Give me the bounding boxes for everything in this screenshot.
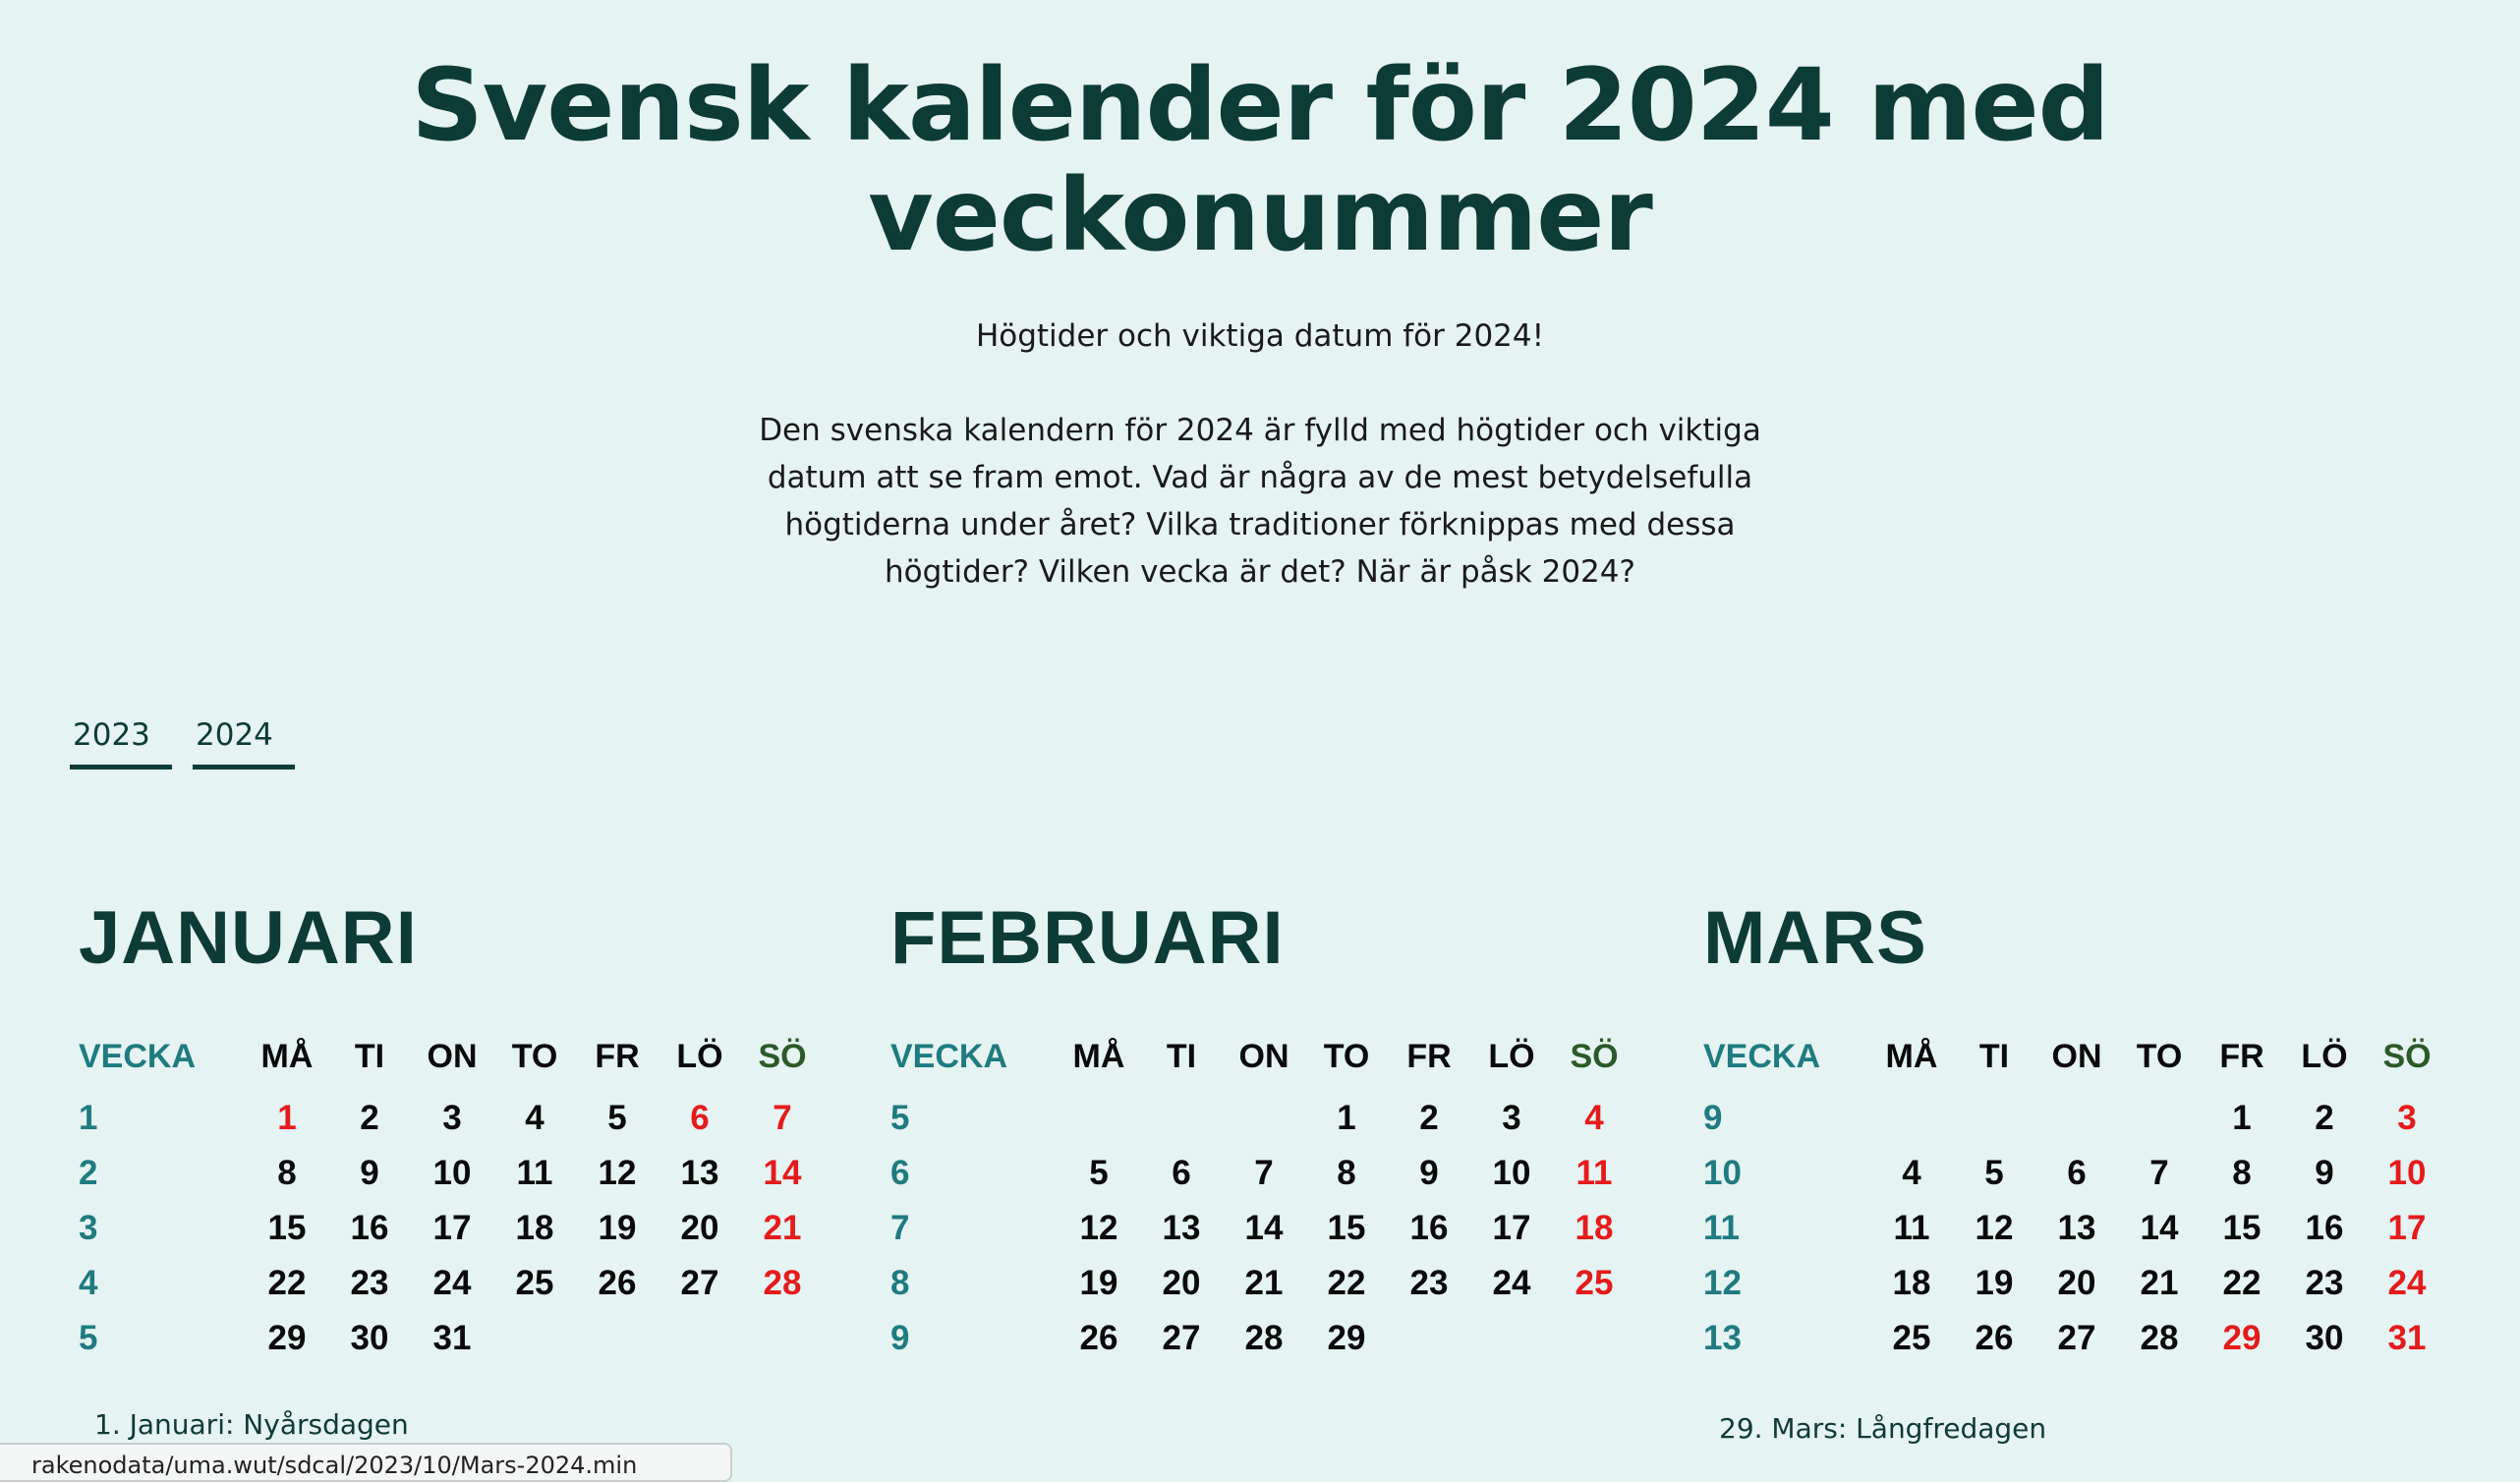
week-row [79, 1256, 824, 1311]
year-tab-label: 2024 [196, 717, 273, 753]
week-row [79, 1201, 824, 1256]
day-cell: 10 [432, 1154, 472, 1192]
day-cell: 31 [2387, 1319, 2427, 1357]
week-row [1703, 1091, 2448, 1146]
empty-day-cell [1470, 1311, 1553, 1366]
calendar-body [79, 1091, 824, 1366]
week-column-header: VECKA [890, 1037, 1008, 1075]
day-cell: 20 [2057, 1264, 2096, 1302]
day-cell: 11 [516, 1154, 553, 1192]
day-cell: 23 [2305, 1264, 2344, 1302]
week-row [1703, 1146, 2448, 1201]
day-cell: 13 [1162, 1209, 1201, 1247]
day-cell: 16 [350, 1209, 389, 1247]
intro-paragraph: Den svenska kalendern för 2024 är fylld med högtider och viktiga datum att se fram emot. Vad är några av de mest betydelsefulla högtiderna under året? Vilka traditioner förknippas med dessa högtider? Vilken vecka är det? När är påsk 2024? [759, 413, 1761, 590]
empty-day-cell [659, 1311, 741, 1366]
day-cell: 20 [680, 1209, 719, 1247]
day-cell: 22 [2222, 1264, 2262, 1302]
day-cell: 11 [1575, 1154, 1613, 1192]
day-cell: 2 [2315, 1099, 2334, 1137]
holiday-item: 1. Januari: Nyårsdagen [94, 1408, 409, 1441]
day-cell: 9 [2315, 1154, 2334, 1192]
calendar-table [1703, 1022, 2448, 1366]
calendar-body [890, 1091, 1635, 1366]
day-cell: 18 [1892, 1264, 1931, 1302]
month-calendar-februari [890, 894, 1657, 1366]
day-cell: 7 [773, 1099, 792, 1137]
weekday-header: TI [1978, 1037, 2010, 1075]
day-cell: 17 [2387, 1209, 2427, 1247]
day-cell: 5 [607, 1099, 627, 1137]
week-row [890, 1091, 1635, 1146]
day-cell: 21 [1244, 1264, 1284, 1302]
day-cell: 8 [277, 1154, 297, 1192]
day-cell: 9 [360, 1154, 379, 1192]
empty-day-cell [493, 1311, 576, 1366]
day-cell: 27 [1162, 1319, 1201, 1357]
day-cell: 8 [1337, 1154, 1356, 1192]
day-cell: 28 [763, 1264, 802, 1302]
day-cell: 31 [432, 1319, 472, 1357]
week-number: 9 [890, 1319, 910, 1357]
day-cell: 25 [1575, 1264, 1614, 1302]
weekday-header: SÖ [2382, 1037, 2432, 1075]
day-cell: 10 [2387, 1154, 2427, 1192]
weekday-header: SÖ [758, 1037, 807, 1075]
week-row [1703, 1256, 2448, 1311]
status-url: rakenodata/uma.wut/sdcal/2023/10/Mars-2024.min [31, 1452, 638, 1479]
day-cell: 29 [267, 1319, 307, 1357]
week-number: 5 [890, 1099, 910, 1137]
month-name: JANUARI [79, 896, 418, 980]
weekday-header: LÖ [2301, 1037, 2348, 1075]
empty-day-cell [1553, 1311, 1635, 1366]
empty-day-cell [2118, 1091, 2201, 1146]
month-name: MARS [1703, 896, 1927, 980]
day-cell: 28 [2140, 1319, 2179, 1357]
week-row [890, 1201, 1635, 1256]
day-cell: 2 [360, 1099, 379, 1137]
day-cell: 30 [2305, 1319, 2344, 1357]
holiday-item: 29. Mars: Långfredagen [1719, 1412, 2047, 1445]
weekday-header: TO [2136, 1037, 2183, 1075]
weekday-header: FR [2219, 1037, 2264, 1075]
empty-day-cell [1140, 1091, 1223, 1146]
week-number: 13 [1703, 1319, 1742, 1357]
day-cell: 3 [1502, 1099, 1521, 1137]
week-row [79, 1146, 824, 1201]
day-cell: 1 [1337, 1099, 1356, 1137]
day-cell: 6 [2067, 1154, 2087, 1192]
week-row [890, 1311, 1635, 1366]
day-cell: 4 [1902, 1154, 1921, 1192]
calendar-table [890, 1022, 1635, 1366]
week-row [79, 1091, 824, 1146]
day-cell: 6 [1172, 1154, 1191, 1192]
day-cell: 24 [1492, 1264, 1531, 1302]
empty-day-cell [1058, 1091, 1140, 1146]
weekday-header: TI [1166, 1037, 1197, 1075]
day-cell: 15 [267, 1209, 307, 1247]
weekday-header: LÖ [676, 1037, 723, 1075]
day-cell: 2 [1419, 1099, 1439, 1137]
day-cell: 19 [1079, 1264, 1118, 1302]
weekday-header: SÖ [1570, 1037, 1619, 1075]
day-cell: 19 [1975, 1264, 2014, 1302]
day-cell: 13 [2057, 1209, 2096, 1247]
calendar-header-row [890, 1022, 1635, 1091]
day-cell: 28 [1244, 1319, 1284, 1357]
weekday-header: TI [354, 1037, 385, 1075]
week-number: 11 [1703, 1209, 1740, 1247]
day-cell: 7 [2149, 1154, 2169, 1192]
day-cell: 5 [1089, 1154, 1109, 1192]
month-calendar-januari [79, 894, 845, 1366]
day-cell: 24 [432, 1264, 472, 1302]
day-cell: 15 [1327, 1209, 1366, 1247]
empty-day-cell [1870, 1091, 1953, 1146]
day-cell: 3 [2397, 1099, 2417, 1137]
week-number: 12 [1703, 1264, 1742, 1302]
calendar-table [79, 1022, 824, 1366]
weekday-header: ON [1238, 1037, 1289, 1075]
week-number: 8 [890, 1264, 910, 1302]
weekday-header: ON [2051, 1037, 2102, 1075]
empty-day-cell [1388, 1311, 1470, 1366]
year-tab-2024[interactable] [193, 715, 295, 770]
day-cell: 30 [350, 1319, 389, 1357]
weekday-header: MÅ [260, 1037, 314, 1075]
day-cell: 16 [1409, 1209, 1449, 1247]
empty-day-cell [741, 1311, 824, 1366]
year-tab-label: 2023 [73, 717, 150, 753]
day-cell: 20 [1162, 1264, 1201, 1302]
day-cell: 14 [2140, 1209, 2179, 1247]
day-cell: 17 [1492, 1209, 1531, 1247]
week-column-header: VECKA [79, 1037, 197, 1075]
day-cell: 8 [2232, 1154, 2252, 1192]
day-cell: 12 [1975, 1209, 2014, 1247]
month-calendar-mars [1703, 894, 2470, 1366]
day-cell: 12 [1079, 1209, 1118, 1247]
day-cell: 18 [1575, 1209, 1614, 1247]
day-cell: 4 [525, 1099, 544, 1137]
page-title-line-2: veckonummer [868, 157, 1652, 274]
day-cell: 25 [1892, 1319, 1931, 1357]
empty-day-cell [2035, 1091, 2118, 1146]
week-number: 6 [890, 1154, 910, 1192]
week-number: 5 [79, 1319, 98, 1357]
day-cell: 18 [515, 1209, 554, 1247]
empty-day-cell [576, 1311, 659, 1366]
day-cell: 1 [2232, 1099, 2252, 1137]
day-cell: 13 [680, 1154, 719, 1192]
day-cell: 16 [2305, 1209, 2344, 1247]
day-cell: 12 [598, 1154, 637, 1192]
calendar-header-row [1703, 1022, 2448, 1091]
day-cell: 23 [350, 1264, 389, 1302]
day-cell: 26 [598, 1264, 637, 1302]
day-cell: 9 [1419, 1154, 1439, 1192]
day-cell: 17 [432, 1209, 472, 1247]
week-number: 3 [79, 1209, 98, 1247]
empty-day-cell [1223, 1091, 1305, 1146]
week-row [1703, 1201, 2448, 1256]
page-title [0, 47, 2520, 274]
day-cell: 5 [1984, 1154, 2004, 1192]
day-cell: 26 [1975, 1319, 2014, 1357]
day-cell: 14 [1244, 1209, 1284, 1247]
weekday-header: ON [427, 1037, 478, 1075]
day-cell: 23 [1409, 1264, 1449, 1302]
day-cell: 21 [763, 1209, 802, 1247]
week-number: 10 [1703, 1154, 1742, 1192]
day-cell: 27 [2057, 1319, 2096, 1357]
week-row [890, 1256, 1635, 1311]
day-cell: 4 [1584, 1099, 1604, 1137]
week-number: 7 [890, 1209, 910, 1247]
week-row [890, 1146, 1635, 1201]
day-cell: 24 [2387, 1264, 2427, 1302]
day-cell: 27 [680, 1264, 719, 1302]
calendar-header-row [79, 1022, 824, 1091]
day-cell: 26 [1079, 1319, 1118, 1357]
day-cell: 10 [1492, 1154, 1531, 1192]
week-number: 2 [79, 1154, 98, 1192]
week-row [1703, 1311, 2448, 1366]
week-number: 9 [1703, 1099, 1723, 1137]
empty-day-cell [1953, 1091, 2035, 1146]
day-cell: 22 [267, 1264, 307, 1302]
day-cell: 21 [2140, 1264, 2179, 1302]
weekday-header: FR [1406, 1037, 1452, 1075]
weekday-header: MÅ [1885, 1037, 1938, 1075]
weekday-header: TO [1323, 1037, 1370, 1075]
week-row [79, 1311, 824, 1366]
month-name: FEBRUARI [890, 896, 1285, 980]
weekday-header: LÖ [1488, 1037, 1535, 1075]
page-title-line-1: Svensk kalender för 2024 med [411, 47, 2109, 164]
day-cell: 14 [763, 1154, 802, 1192]
week-number: 1 [79, 1099, 98, 1137]
year-tab-2023[interactable] [70, 715, 172, 770]
weekday-header: MÅ [1072, 1037, 1125, 1075]
day-cell: 29 [2222, 1319, 2262, 1357]
day-cell: 25 [515, 1264, 554, 1302]
page-subtitle: Högtider och viktiga datum för 2024! [975, 318, 1545, 354]
day-cell: 15 [2222, 1209, 2262, 1247]
week-number: 4 [79, 1264, 98, 1302]
day-cell: 7 [1254, 1154, 1274, 1192]
day-cell: 29 [1327, 1319, 1366, 1357]
weekday-header: TO [511, 1037, 558, 1075]
week-column-header: VECKA [1703, 1037, 1821, 1075]
day-cell: 6 [690, 1099, 710, 1137]
day-cell: 3 [442, 1099, 462, 1137]
calendar-body [1703, 1091, 2448, 1366]
day-cell: 11 [1893, 1209, 1930, 1247]
weekday-header: FR [595, 1037, 640, 1075]
day-cell: 19 [598, 1209, 637, 1247]
link-status-bar [0, 1443, 732, 1482]
day-cell: 22 [1327, 1264, 1366, 1302]
day-cell: 1 [277, 1099, 297, 1137]
